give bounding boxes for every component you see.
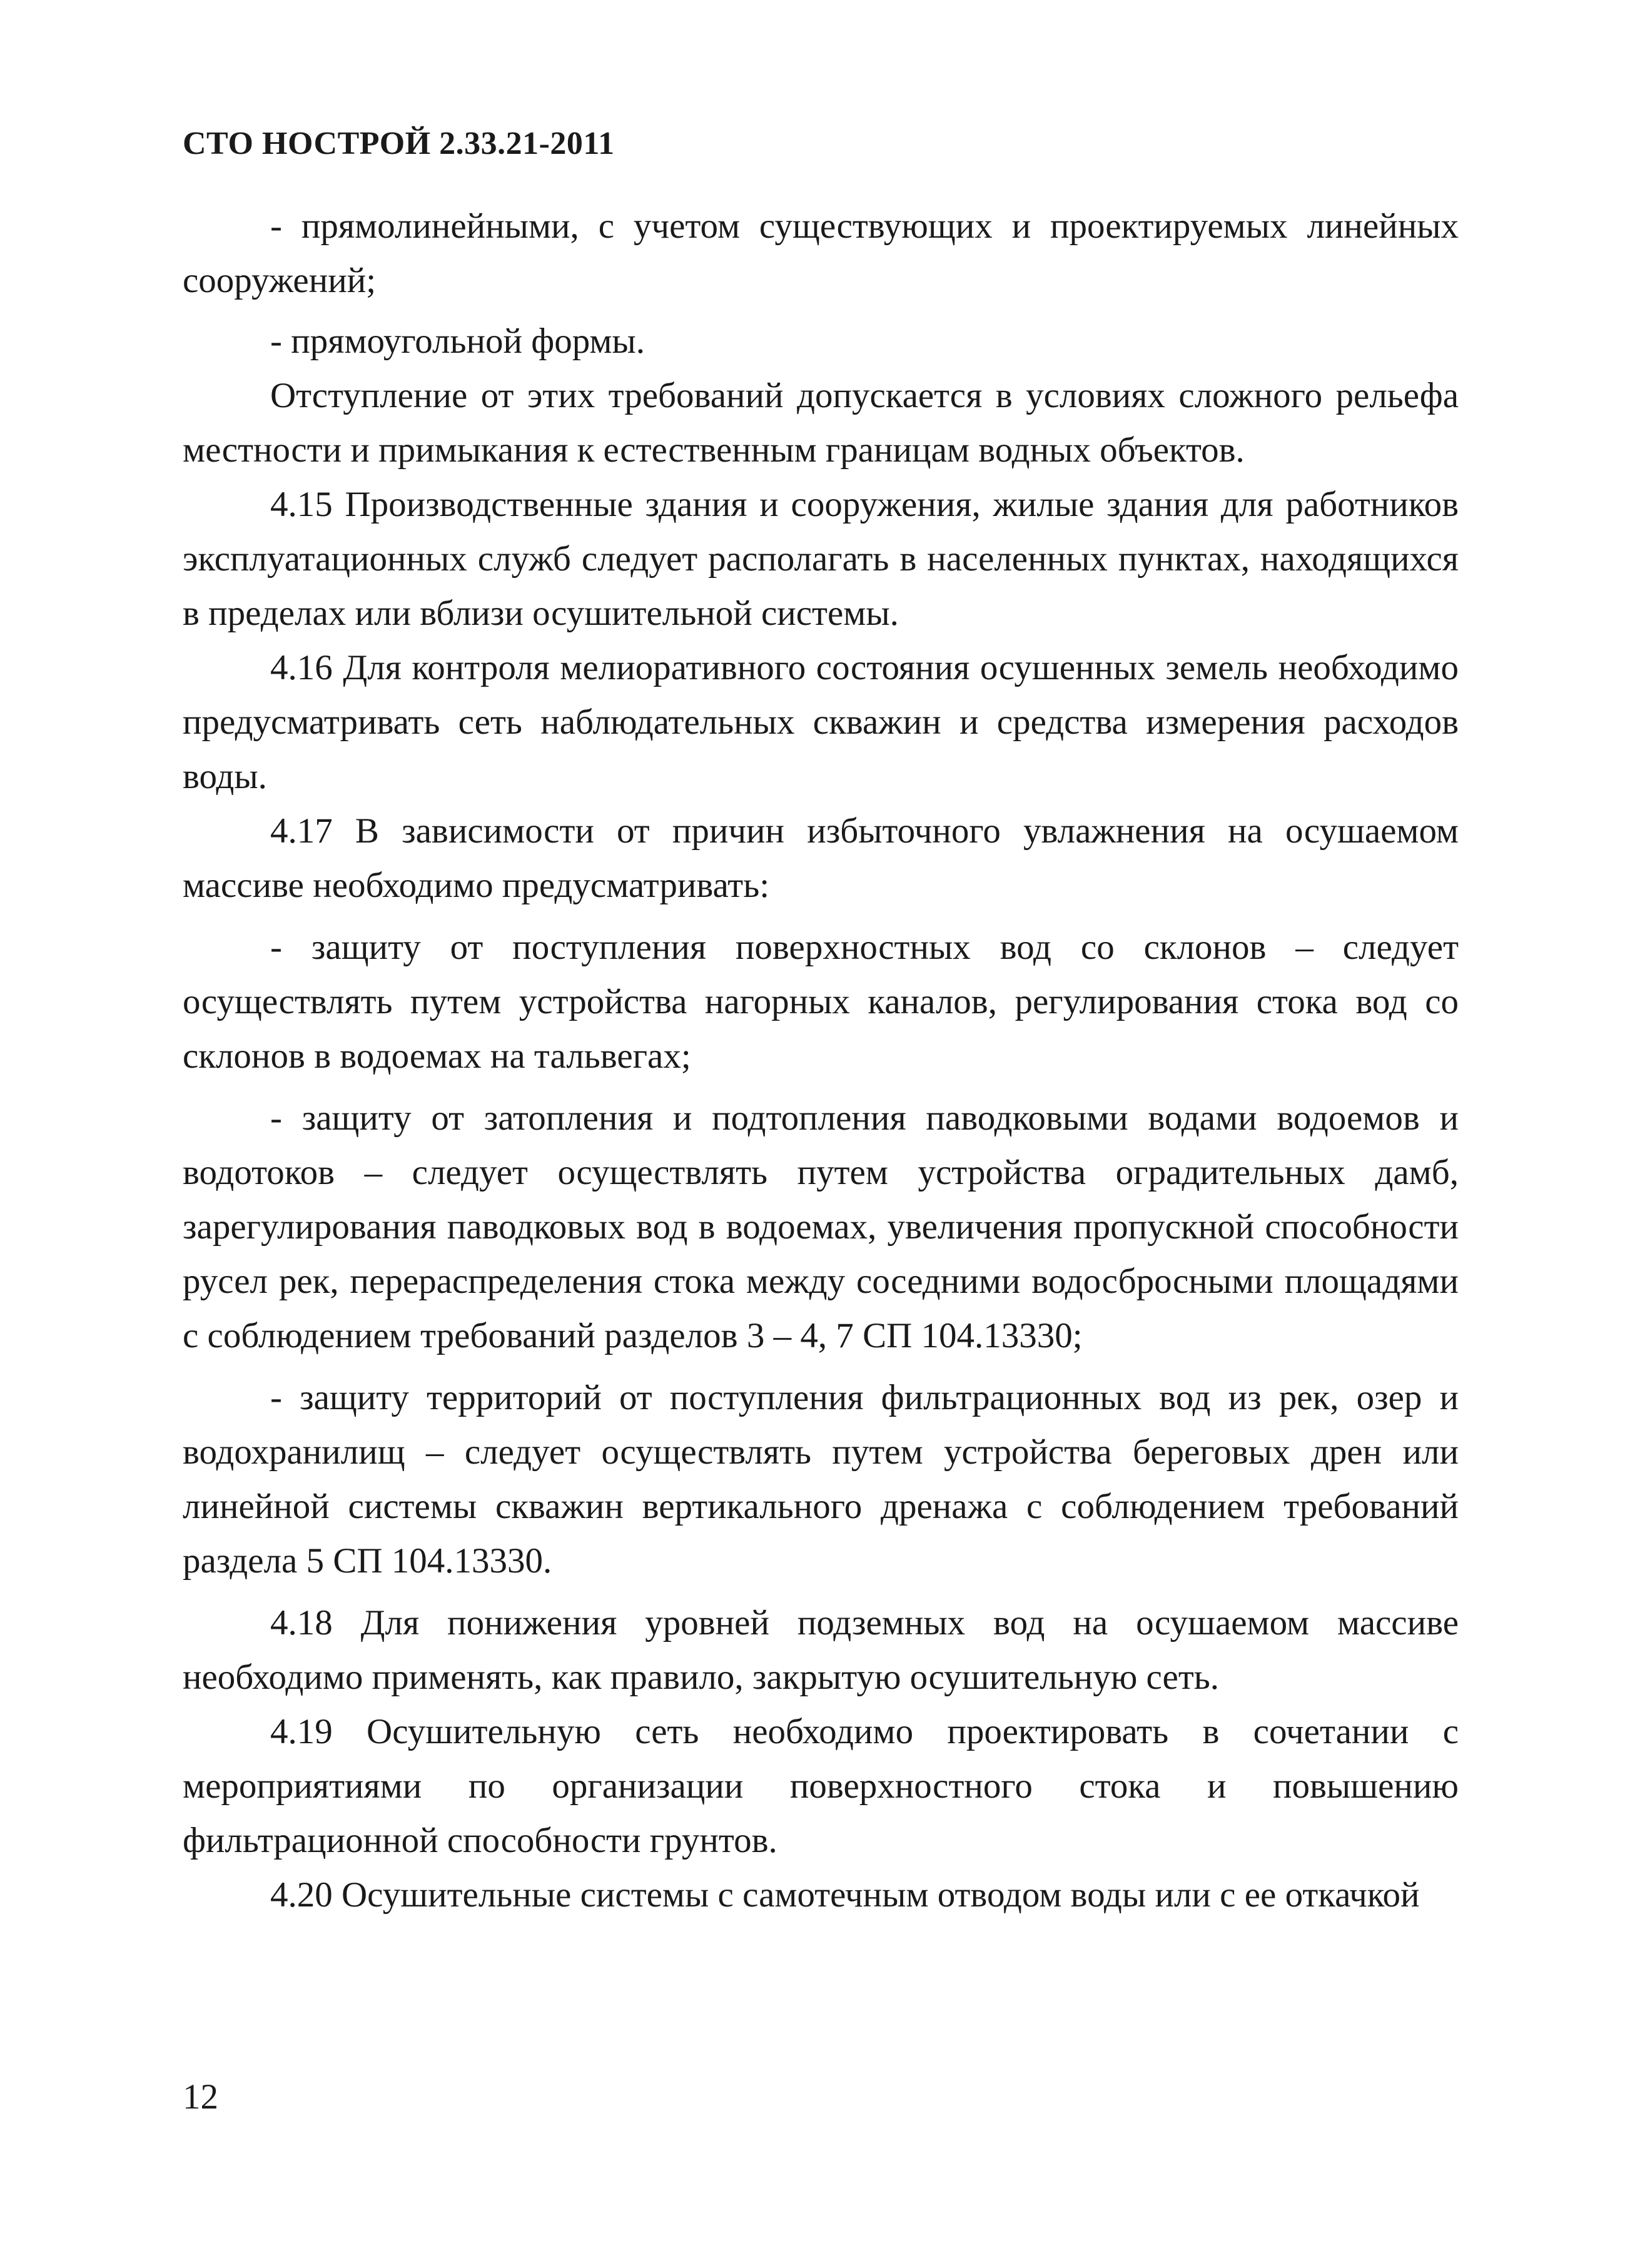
paragraph-clause-4-15: 4.15 Производственные здания и сооружения, жилые здания для работников эксплуатационных служб следует располагать в населенных пунктах, находящихся в пределах или вблизи осушительной системы. — [183, 485, 1459, 633]
paragraph: Отступление от этих требований допускается в условиях сложного рельефа местности и примыкания к естественным границам водных объектов. — [183, 376, 1459, 470]
paragraph-clause-4-17: 4.17 В зависимости от причин избыточного увлажнения на осушаемом массиве необходимо предусматривать: — [183, 811, 1459, 905]
paragraph-list-item: - защиту от затопления и подтопления паводковыми водами водоемов и водотоков – следует осуществлять путем устройства оградительных дамб, зарегулирования паводковых вод в водоемах, увеличения пропускной способности русел рек, перераспределения стока между соседними водосбросными площадями с соблюдением требований разделов 3 – 4, 7 СП 104.13330; — [183, 1098, 1459, 1355]
paragraph-list-item: - защиту от поступления поверхностных вод со склонов – следует осуществлять путем устройства нагорных каналов, регулирования стока вод со склонов в водоемах на тальвегах; — [183, 928, 1459, 1076]
paragraph-clause-4-20: 4.20 Осушительные системы с самотечным отводом воды или с ее откачкой — [270, 1875, 1420, 1915]
paragraph-clause-4-19: 4.19 Осушительную сеть необходимо проектировать в сочетании с мероприятиями по организации поверхностного стока и повышению фильтрационной способности грунтов. — [183, 1712, 1459, 1860]
page-number: 12 — [183, 2077, 218, 2117]
paragraph-list-item: - защиту территорий от поступления фильтрационных вод из рек, озер и водохранилищ – следует осуществлять путем устройства береговых дрен или линейной системы скважин вертикального дренажа с соблюдением требований раздела 5 СП 104.13330. — [183, 1378, 1459, 1581]
body-text — [183, 199, 1459, 1922]
paragraph-list-item: - прямолинейными, с учетом существующих и проектируемых линейных сооружений; — [183, 206, 1459, 300]
document-code-header: СТО НОСТРОЙ 2.33.21-2011 — [183, 126, 615, 161]
paragraph-list-item: - прямоугольной формы. — [270, 321, 645, 361]
paragraph-clause-4-16: 4.16 Для контроля мелиоративного состояния осушенных земель необходимо предусматривать сеть наблюдательных скважин и средства измерения расходов воды. — [183, 648, 1459, 796]
paragraph-clause-4-18: 4.18 Для понижения уровней подземных вод на осушаемом массиве необходимо применять, как правило, закрытую осушительную сеть. — [183, 1603, 1459, 1697]
